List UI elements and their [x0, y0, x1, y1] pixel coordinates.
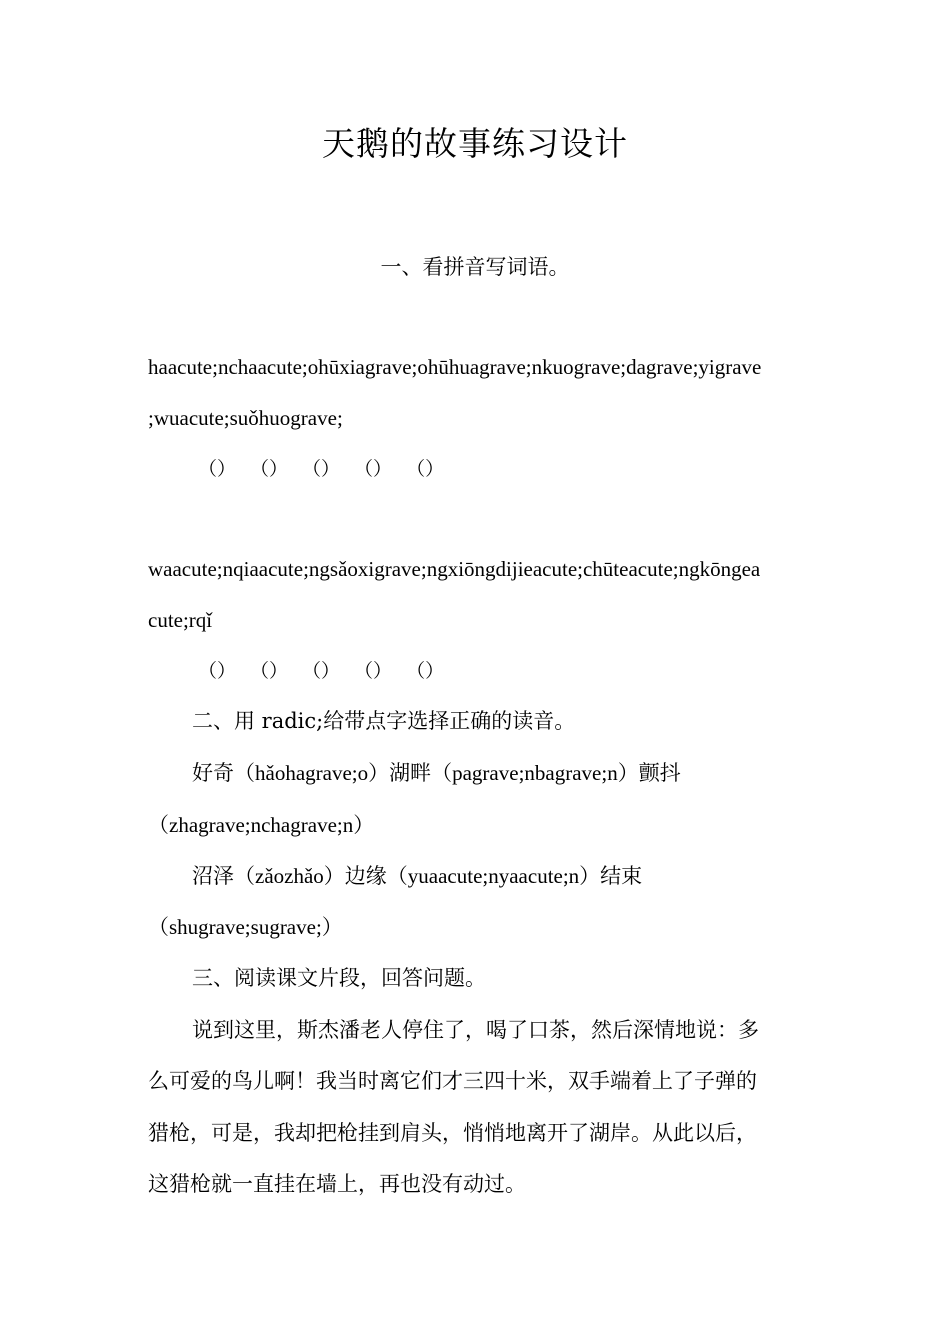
- passage-line4: 这猎枪就一直挂在墙上，再也没有动过。: [148, 1172, 526, 1196]
- answer-blank[interactable]: （）: [250, 660, 289, 682]
- answer-blank[interactable]: （）: [302, 458, 341, 480]
- section2-line3: 沼泽（zǎozhǎo）边缘（yuaacute;nyaacute;n）结束: [192, 864, 643, 888]
- answer-blank[interactable]: （）: [354, 660, 393, 682]
- answer-blank[interactable]: （）: [354, 458, 393, 480]
- section1-heading: 一、看拼音写词语。: [380, 255, 570, 279]
- answer-blanks-row2: [198, 656, 858, 686]
- answer-blank[interactable]: （）: [406, 458, 445, 480]
- answer-blank[interactable]: （）: [302, 660, 341, 682]
- answer-blank[interactable]: （）: [198, 660, 237, 682]
- section3-heading: 三、阅读课文片段，回答问题。: [192, 966, 486, 990]
- section2-heading: 二、用 radic;给带点字选择正确的读音。: [192, 709, 576, 733]
- passage-line1: 说到这里，斯杰潘老人停住了，喝了口茶，然后深情地说：多: [192, 1018, 759, 1042]
- passage-line2: 么可爱的鸟儿啊！我当时离它们才三四十米，双手端着上了子弹的: [148, 1069, 757, 1093]
- answer-blank[interactable]: （）: [198, 458, 237, 480]
- section2-line2: （zhagrave;nchagrave;n）: [148, 813, 375, 837]
- answer-blank[interactable]: （）: [250, 458, 289, 480]
- answer-blank[interactable]: （）: [406, 660, 445, 682]
- section2-line1: 好奇（hǎohagrave;o）湖畔（pagrave;nbagrave;n）颤抖: [192, 761, 681, 785]
- pinyin-row2-line1: waacute;nqiaacute;ngsǎoxigrave;ngxiōngdijieacute;chūteacute;ngkōngea: [148, 557, 761, 581]
- pinyin-row2-line2: cute;rqǐ: [148, 608, 213, 632]
- document-title: 天鹅的故事练习设计: [322, 124, 628, 163]
- passage-line3: 猎枪，可是，我却把枪挂到肩头，悄悄地离开了湖岸。从此以后，: [148, 1121, 757, 1145]
- section2-line4: （shugrave;sugrave;）: [148, 915, 343, 939]
- answer-blanks-row1: [198, 454, 858, 484]
- pinyin-row1-line2: ;wuacute;suǒhuograve;: [148, 406, 343, 430]
- pinyin-row1-line1: haacute;nchaacute;ohūxiagrave;ohūhuagrave;nkuograve;dagrave;yigrave: [148, 355, 762, 379]
